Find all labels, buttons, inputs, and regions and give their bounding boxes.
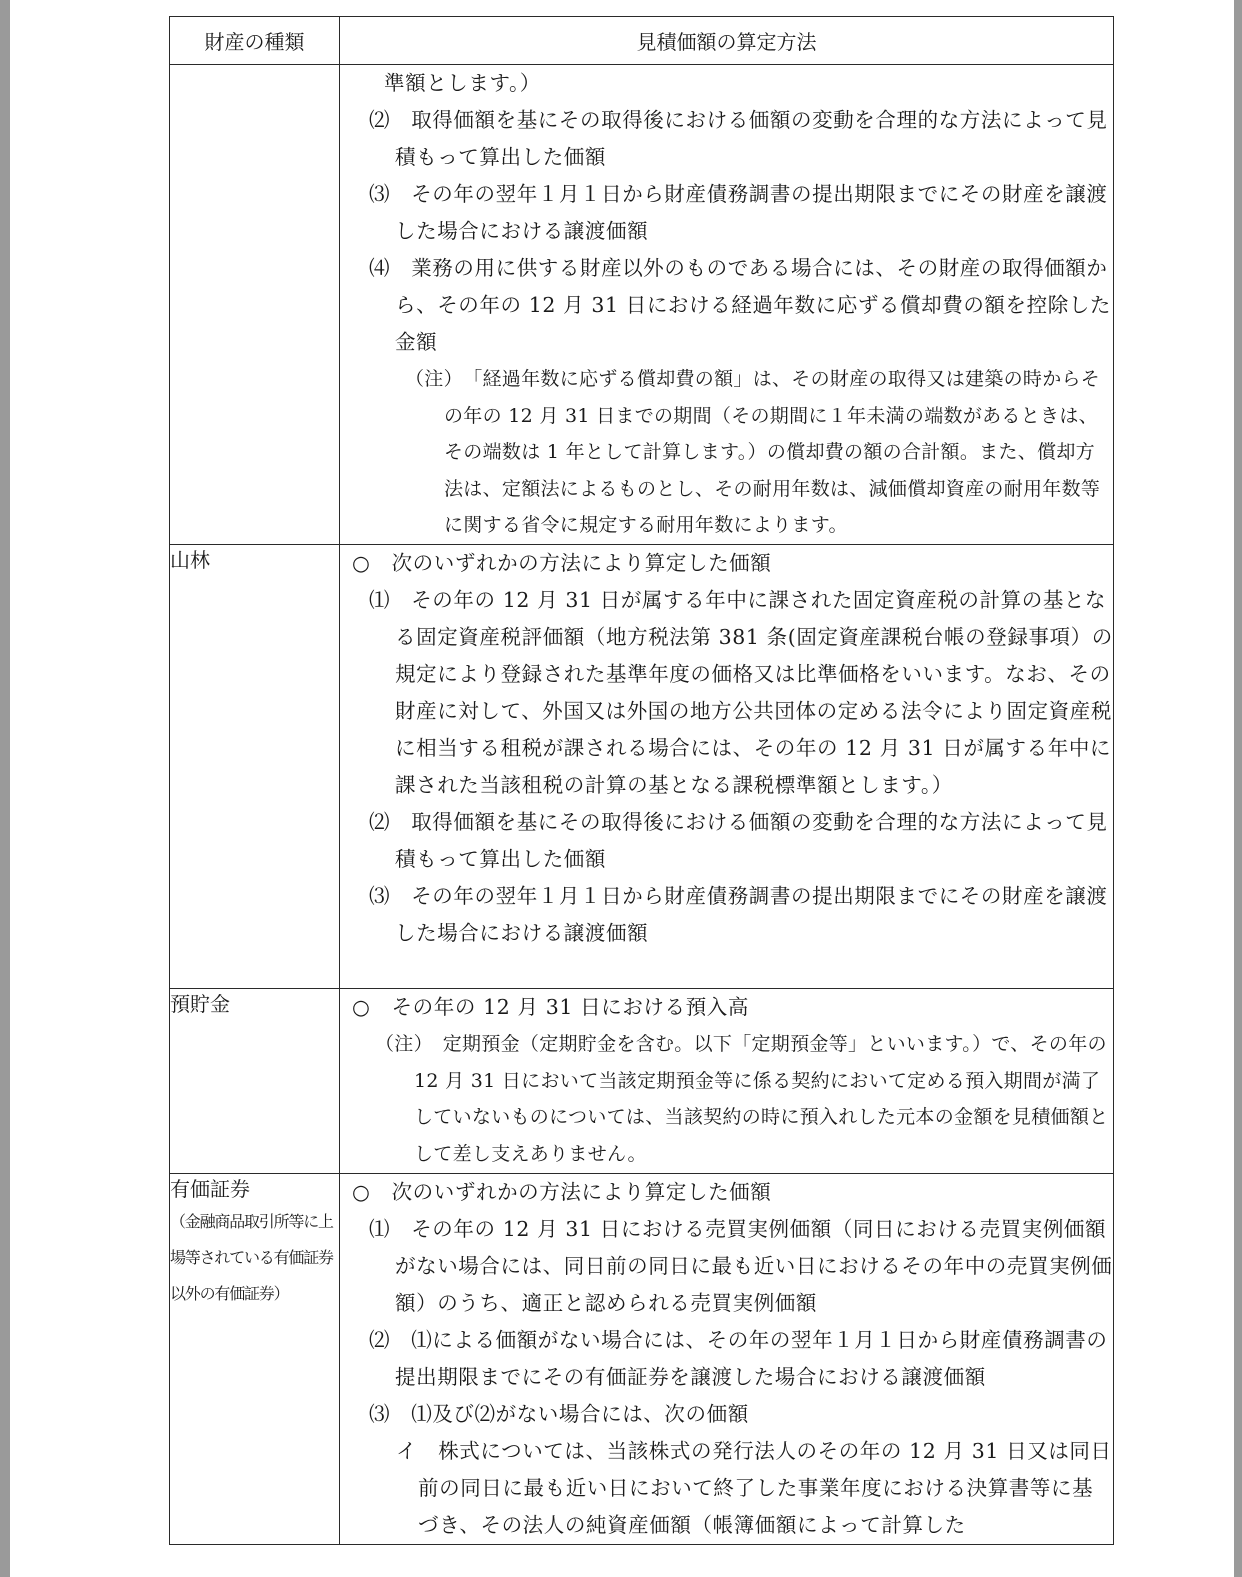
table-row [170, 65, 1114, 545]
method-item: ⑵ 取得価額を基にその取得後における価額の変動を合理的な方法によって見積もって算出した価額 [369, 108, 1108, 169]
method-cell [340, 989, 1114, 1174]
method-cell [340, 1174, 1114, 1545]
method-note: （注） 定期預金（定期貯金を含む。以下「定期預金等」といいます。）で、その年の 12 月 31 日において当該定期預金等に係る契約において定める預入期間が満了していないものについては、当該契約の時に預入れした元本の金額を見積価額として差し支えありません。 [375, 1033, 1109, 1165]
method-item: ⑷ 業務の用に供する財産以外のものである場合には、その財産の取得価額から、その年の 12 月 31 日における経過年数に応ずる償却費の額を控除した金額 [369, 256, 1112, 354]
table-row [170, 989, 1114, 1174]
table-row [170, 545, 1114, 989]
asset-type-cell: 山林 [170, 545, 340, 989]
header-valuation-method: 見積価額の算定方法 [340, 17, 1114, 65]
method-note: （注） 「経過年数に応ずる償却費の額」は、その財産の取得又は建築の時からその年の 12 月 31 日までの期間（その期間に１年未満の端数があるときは、その端数は 1 年として計算します。）の償却費の額の合計額。また、償却方法は、定額法によるものとし、その耐用年数は、減価償却資産の耐用年数等に関する省令に規定する耐用年数によります。 [405, 368, 1101, 536]
asset-type-cell [170, 65, 340, 545]
method-item: ⑴ その年の 12 月 31 日における売買実例価額（同日における売買実例価額がない場合には、同日前の同日に最も近い日におけるその年中の売買実例価額）のうち、適正と認められる売買実例価額 [369, 1217, 1113, 1315]
method-line: ○ その年の 12 月 31 日における預入高 [352, 995, 749, 1019]
method-item: ⑵ ⑴による価額がない場合には、その年の翌年１月１日から財産債務調書の提出期限までにその有価証券を譲渡した場合における譲渡価額 [369, 1328, 1108, 1389]
method-line: ○ 次のいずれかの方法により算定した価額 [352, 1180, 772, 1204]
method-item: ⑶ その年の翌年１月１日から財産債務調書の提出期限までにその財産を譲渡した場合における譲渡価額 [369, 884, 1108, 945]
header-asset-type: 財産の種類 [170, 17, 340, 65]
method-item: ⑶ その年の翌年１月１日から財産債務調書の提出期限までにその財産を譲渡した場合における譲渡価額 [369, 182, 1108, 243]
table-row [170, 1174, 1114, 1545]
asset-type-label: 有価証券 [170, 1177, 250, 1201]
valuation-table [169, 16, 1114, 1545]
asset-type-note: （金融商品取引所等に上場等されている有価証券以外の有価証券） [170, 1212, 333, 1303]
method-line: ○ 次のいずれかの方法により算定した価額 [352, 551, 772, 575]
method-item: ⑶ ⑴及び⑵がない場合には、次の価額 [369, 1402, 749, 1426]
method-cell [340, 545, 1114, 989]
method-item: ⑵ 取得価額を基にその取得後における価額の変動を合理的な方法によって見積もって算出した価額 [369, 810, 1108, 871]
method-subitem: イ 株式については、当該株式の発行法人のその年の 12 月 31 日又は同日前の同日に最も近い日において終了した事業年度における決算書等に基づき、その法人の純資産価額（帳簿価額によって計算した [396, 1439, 1112, 1537]
method-item: ⑴ その年の 12 月 31 日が属する年中に課された固定資産税の計算の基となる固定資産税評価額（地方税法第 381 条(固定資産課税台帳の登録事項）の規定により登録された基準年度の価格又は比準価格をいいます。なお、その財産に対して、外国又は外国の地方公共団体の定める法令により固定資産税に相当する租税が課される場合には、その年の 12 月 31 日が属する年中に課された当該租税の計算の基となる課税標準額とします。） [369, 588, 1113, 797]
page-edge-right [1234, 0, 1242, 1577]
table-header-row [170, 17, 1114, 65]
method-cell [340, 65, 1114, 545]
page-edge-left [0, 0, 10, 1577]
method-line: 準額とします。） [384, 71, 541, 95]
asset-type-cell [170, 1174, 340, 1545]
asset-type-cell: 預貯金 [170, 989, 340, 1174]
